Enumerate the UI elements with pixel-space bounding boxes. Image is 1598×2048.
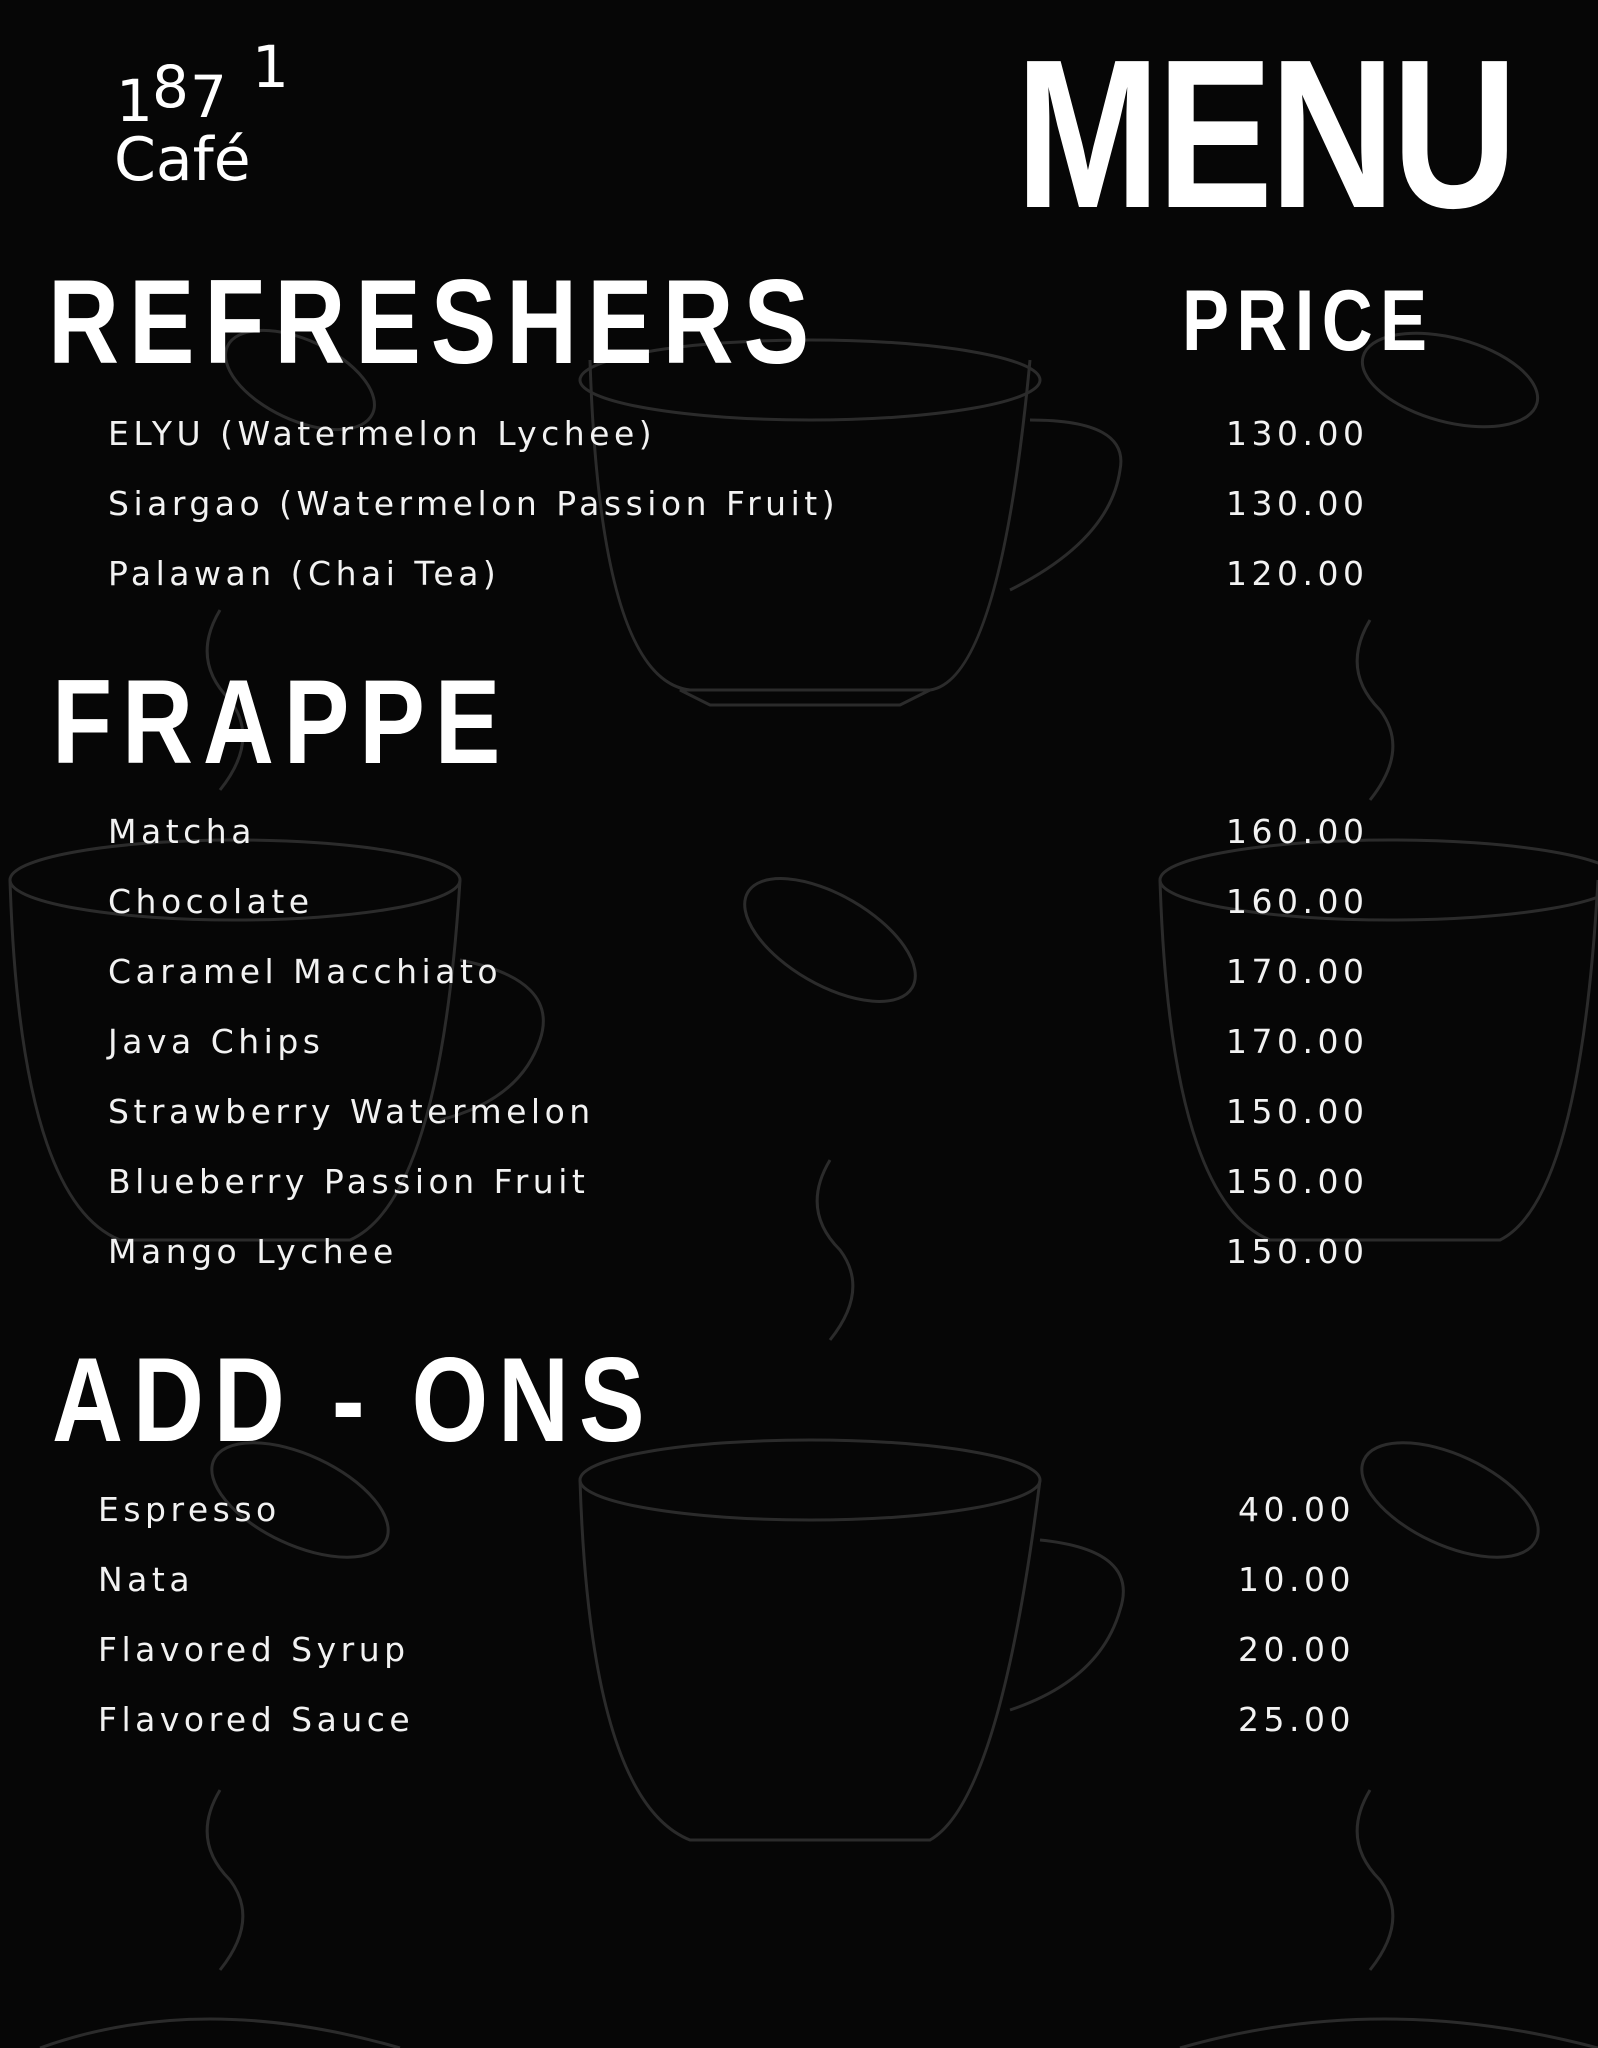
cafe-logo — [112, 33, 292, 198]
menu-item-row — [108, 414, 1380, 464]
menu-item-row — [108, 1162, 1380, 1212]
item-price: 150.00 — [1226, 1232, 1369, 1271]
menu-item-row — [108, 1092, 1380, 1142]
section-heading-add-ons: ADD - ONS — [52, 1333, 655, 1467]
section-heading-refreshers: REFRESHERS — [48, 255, 819, 389]
menu-title: MENU — [1015, 15, 1514, 252]
logo-digit: 8 — [152, 53, 189, 121]
item-name: Flavored Syrup — [98, 1630, 410, 1669]
item-price: 25.00 — [1238, 1700, 1355, 1739]
menu-item-row — [108, 882, 1380, 932]
item-name: Matcha — [108, 812, 256, 851]
item-name: Chocolate — [108, 882, 314, 921]
item-price: 160.00 — [1226, 882, 1369, 921]
menu-item-row — [108, 484, 1380, 534]
logo-digit: 7 — [190, 63, 227, 131]
menu-item-row — [108, 554, 1380, 604]
menu-item-row — [98, 1490, 1380, 1540]
item-price: 10.00 — [1238, 1560, 1355, 1599]
item-name: Mango Lychee — [108, 1232, 398, 1271]
item-price: 120.00 — [1226, 554, 1369, 593]
price-column-heading: PRICE — [1182, 273, 1435, 369]
item-price: 160.00 — [1226, 812, 1369, 851]
item-price: 40.00 — [1238, 1490, 1355, 1529]
item-price: 150.00 — [1226, 1092, 1369, 1131]
menu-item-row — [98, 1630, 1380, 1680]
menu-item-row — [98, 1700, 1380, 1750]
menu-item-row — [108, 952, 1380, 1002]
item-price: 130.00 — [1226, 484, 1369, 523]
menu-item-row — [98, 1560, 1380, 1610]
section-heading-frappe: FRAPPE — [52, 655, 511, 789]
logo-digit: 1 — [116, 67, 153, 135]
item-name: Palawan (Chai Tea) — [108, 554, 501, 593]
logo-wordmark: Café — [114, 125, 251, 195]
item-name: Flavored Sauce — [98, 1700, 415, 1739]
item-name: Siargao (Watermelon Passion Fruit) — [108, 484, 840, 523]
item-name: Java Chips — [108, 1022, 325, 1061]
menu-item-row — [108, 812, 1380, 862]
item-name: Nata — [98, 1560, 195, 1599]
item-name: ELYU (Watermelon Lychee) — [108, 414, 657, 453]
item-name: Strawberry Watermelon — [108, 1092, 595, 1131]
item-name: Blueberry Passion Fruit — [108, 1162, 590, 1201]
item-price: 150.00 — [1226, 1162, 1369, 1201]
menu-item-row — [108, 1022, 1380, 1072]
logo-digit: 1 — [252, 33, 289, 101]
item-price: 130.00 — [1226, 414, 1369, 453]
item-price: 20.00 — [1238, 1630, 1355, 1669]
item-price: 170.00 — [1226, 952, 1369, 991]
item-name: Caramel Macchiato — [108, 952, 503, 991]
menu-item-row — [108, 1232, 1380, 1282]
item-name: Espresso — [98, 1490, 281, 1529]
item-price: 170.00 — [1226, 1022, 1369, 1061]
